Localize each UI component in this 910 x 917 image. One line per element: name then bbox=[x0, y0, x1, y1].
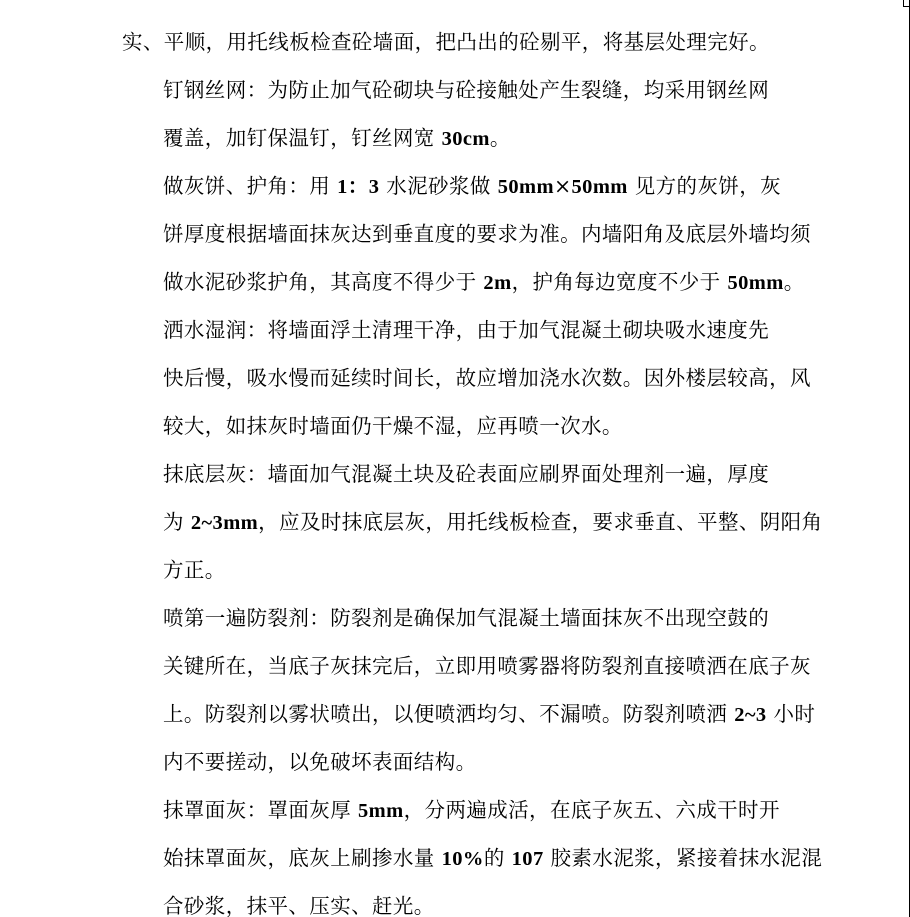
text-segment: ，分两遍成活，在底子灰五、六成干时开 bbox=[403, 798, 780, 822]
text-segment: 实、平顺，用托线板检查砼墙面，把凸出的砼剔平，将基层处理完好。 bbox=[122, 30, 770, 54]
bold-value: 10% bbox=[441, 848, 484, 870]
paragraph bbox=[122, 162, 811, 306]
text-segment: 抹底层灰：墙面加气混凝土块及砼表面应刷界面处理剂一遍，厚度 bbox=[163, 462, 770, 486]
text-line bbox=[122, 210, 811, 258]
text-line bbox=[122, 642, 811, 690]
text-segment: 覆盖，加钉保温钉，钉丝网宽 bbox=[163, 126, 442, 150]
paragraph bbox=[122, 450, 823, 594]
bold-value: 50mm bbox=[497, 176, 554, 198]
text-segment: 水泥砂浆做 bbox=[379, 174, 498, 198]
text-segment: 做灰饼、护角：用 bbox=[163, 174, 338, 198]
text-segment: 内不要搓动，以免破坏表面结构。 bbox=[163, 750, 477, 774]
bold-value: 2~3 bbox=[734, 704, 767, 726]
text-segment: 较大，如抹灰时墙面仍干燥不湿，应再喷一次水。 bbox=[163, 414, 623, 438]
text-segment: 小时 bbox=[766, 702, 816, 726]
bold-value: 1 bbox=[337, 176, 348, 198]
text-segment: 的 bbox=[483, 846, 512, 870]
text-line bbox=[122, 402, 790, 450]
bold-value: 5mm bbox=[358, 800, 404, 822]
paragraph bbox=[122, 306, 811, 450]
bold-value: 2~3mm bbox=[190, 512, 259, 534]
paragraph bbox=[122, 18, 790, 66]
text-line bbox=[122, 546, 790, 594]
text-line bbox=[122, 162, 790, 210]
text-segment: 喷第一遍防裂剂：防裂剂是确保加气混凝土墙面抹灰不出现空鼓的 bbox=[163, 606, 770, 630]
page-corner-mark bbox=[903, 0, 910, 7]
text-segment: 胶素水泥浆，紧接着抹水泥混 bbox=[543, 846, 823, 870]
text-line bbox=[122, 450, 790, 498]
bold-value: 3 bbox=[368, 176, 380, 198]
bold-value: 107 bbox=[511, 848, 544, 870]
text-line bbox=[122, 738, 790, 786]
text-segment: 饼厚度根据墙面抹灰达到垂直度的要求为准。内墙阳角及底层外墙均须 bbox=[163, 222, 811, 246]
text-segment: 做水泥砂浆护角，其高度不得少于 bbox=[163, 270, 484, 294]
text-line bbox=[122, 594, 790, 642]
document-body bbox=[122, 18, 823, 917]
text-segment: 关键所在，当底子灰抹完后，立即用喷雾器将防裂剂直接喷洒在底子灰 bbox=[163, 654, 811, 678]
text-segment: 见方的灰饼，灰 bbox=[627, 174, 782, 198]
text-line bbox=[122, 498, 823, 546]
text-line bbox=[122, 690, 816, 738]
paragraph bbox=[122, 66, 790, 162]
text-segment: 为 bbox=[163, 510, 191, 534]
text-segment: 始抹罩面灰，底灰上刷掺水量 bbox=[163, 846, 442, 870]
bold-value: 50mm bbox=[727, 272, 784, 294]
text-segment: 。 bbox=[489, 126, 511, 150]
text-line bbox=[122, 66, 790, 114]
text-segment: 。 bbox=[783, 270, 805, 294]
text-segment: 方正。 bbox=[163, 558, 226, 582]
text-line bbox=[122, 18, 790, 66]
bold-value: 2m bbox=[483, 272, 512, 294]
text-line bbox=[122, 354, 811, 402]
text-segment: ，应及时抹底层灰，用托线板检查，要求垂直、平整、阴阳角 bbox=[258, 510, 823, 534]
text-segment: 快后慢，吸水慢而延续时间长，故应增加浇水次数。因外楼层较高，风 bbox=[163, 366, 811, 390]
text-line bbox=[122, 306, 790, 354]
text-line bbox=[122, 258, 805, 306]
text-line bbox=[122, 882, 790, 917]
text-line bbox=[122, 834, 823, 882]
text-line bbox=[122, 786, 790, 834]
text-segment: 上。防裂剂以雾状喷出，以便喷洒均匀、不漏喷。防裂剂喷洒 bbox=[163, 702, 735, 726]
text-segment: 合砂浆，抹平、压实、赶光。 bbox=[163, 894, 435, 917]
paragraph bbox=[122, 786, 823, 917]
bold-value: 30cm bbox=[441, 128, 490, 150]
paragraph bbox=[122, 594, 816, 786]
bold-value: ： bbox=[347, 176, 369, 198]
text-segment: ，护角每边宽度不少于 bbox=[511, 270, 728, 294]
text-segment: × bbox=[553, 174, 572, 198]
text-line bbox=[122, 114, 790, 162]
text-segment: 洒水湿润：将墙面浮土清理干净，由于加气混凝土砌块吸水速度先 bbox=[163, 318, 770, 342]
text-segment: 钉钢丝网：为防止加气砼砌块与砼接触处产生裂缝，均采用钢丝网 bbox=[163, 78, 770, 102]
bold-value: 50mm bbox=[571, 176, 628, 198]
text-segment: 抹罩面灰：罩面灰厚 bbox=[163, 798, 359, 822]
